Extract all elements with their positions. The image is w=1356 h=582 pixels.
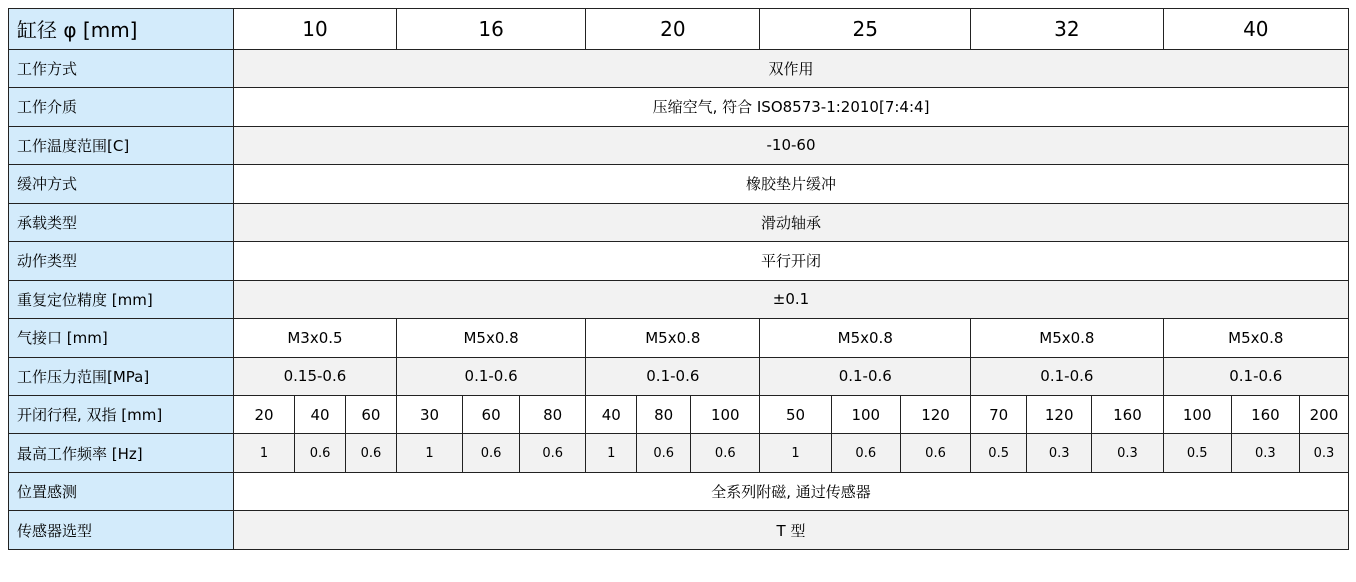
frequency-cell: 0.6	[900, 434, 970, 472]
row-label: 工作介质	[9, 88, 234, 126]
row-value: 压缩空气, 符合 ISO8573-1:2010[7:4:4]	[234, 88, 1349, 126]
row-label: 缓冲方式	[9, 165, 234, 203]
row-label: 气接口 [mm]	[9, 319, 234, 357]
frequency-cell: 0.3	[1027, 434, 1092, 472]
port-cell: M5x0.8	[971, 319, 1163, 357]
frequency-cell: 0.3	[1092, 434, 1163, 472]
stroke-cell: 100	[691, 395, 760, 433]
stroke-cell: 100	[831, 395, 900, 433]
frequency-cell: 0.6	[520, 434, 586, 472]
pressure-row	[9, 357, 1349, 395]
row-value: 全系列附磁, 通过传感器	[234, 472, 1349, 510]
stroke-cell: 100	[1163, 395, 1231, 433]
sensing-row	[9, 472, 1349, 510]
row-value: 橡胶垫片缓冲	[234, 165, 1349, 203]
frequency-cell: 0.6	[637, 434, 691, 472]
pressure-cell: 0.1-0.6	[586, 357, 760, 395]
stroke-cell: 40	[586, 395, 637, 433]
row-label: 动作类型	[9, 242, 234, 280]
row-value: 双作用	[234, 49, 1349, 87]
port-row	[9, 319, 1349, 357]
stroke-cell: 20	[234, 395, 295, 433]
frequency-cell: 0.3	[1231, 434, 1299, 472]
row-label: 承载类型	[9, 203, 234, 241]
frequency-cell: 1	[396, 434, 462, 472]
stroke-cell: 160	[1231, 395, 1299, 433]
frequency-cell: 0.5	[1163, 434, 1231, 472]
row-label: 工作温度范围[C]	[9, 126, 234, 164]
port-cell: M3x0.5	[234, 319, 397, 357]
bore-label: 缸径 φ [mm]	[9, 9, 234, 50]
sensor-model-row	[9, 511, 1349, 550]
stroke-cell: 70	[971, 395, 1027, 433]
row-label: 传感器选型	[9, 511, 234, 550]
frequency-cell: 0.6	[691, 434, 760, 472]
stroke-cell: 120	[900, 395, 970, 433]
table-row	[9, 49, 1349, 87]
stroke-cell: 80	[520, 395, 586, 433]
spec-table	[8, 8, 1349, 550]
pressure-cell: 0.1-0.6	[760, 357, 971, 395]
frequency-cell: 0.6	[831, 434, 900, 472]
bore-cell: 40	[1163, 9, 1348, 50]
row-value: ±0.1	[234, 280, 1349, 318]
frequency-cell: 0.6	[345, 434, 396, 472]
table-row	[9, 280, 1349, 318]
stroke-cell: 40	[295, 395, 346, 433]
table-row	[9, 203, 1349, 241]
port-cell: M5x0.8	[1163, 319, 1348, 357]
stroke-cell: 200	[1299, 395, 1348, 433]
table-row	[9, 88, 1349, 126]
row-value: T 型	[234, 511, 1349, 550]
frequency-cell: 1	[586, 434, 637, 472]
frequency-cell: 0.6	[295, 434, 346, 472]
bore-cell: 10	[234, 9, 397, 50]
table-row	[9, 242, 1349, 280]
stroke-row	[9, 395, 1349, 433]
bore-cell: 20	[586, 9, 760, 50]
pressure-cell: 0.1-0.6	[396, 357, 585, 395]
frequency-cell: 0.3	[1299, 434, 1348, 472]
bore-cell: 25	[760, 9, 971, 50]
bore-cell: 32	[971, 9, 1163, 50]
table-row	[9, 165, 1349, 203]
row-label: 工作压力范围[MPa]	[9, 357, 234, 395]
pressure-cell: 0.1-0.6	[1163, 357, 1348, 395]
row-label: 位置感测	[9, 472, 234, 510]
row-label: 工作方式	[9, 49, 234, 87]
frequency-cell: 0.5	[971, 434, 1027, 472]
stroke-cell: 30	[396, 395, 462, 433]
stroke-cell: 160	[1092, 395, 1163, 433]
port-cell: M5x0.8	[760, 319, 971, 357]
pressure-cell: 0.1-0.6	[971, 357, 1163, 395]
pressure-cell: 0.15-0.6	[234, 357, 397, 395]
port-cell: M5x0.8	[586, 319, 760, 357]
bore-cell: 16	[396, 9, 585, 50]
stroke-cell: 50	[760, 395, 831, 433]
stroke-cell: 60	[463, 395, 520, 433]
stroke-cell: 60	[345, 395, 396, 433]
frequency-row	[9, 434, 1349, 472]
row-label: 重复定位精度 [mm]	[9, 280, 234, 318]
row-value: 滑动轴承	[234, 203, 1349, 241]
port-cell: M5x0.8	[396, 319, 585, 357]
row-value: -10-60	[234, 126, 1349, 164]
row-value: 平行开闭	[234, 242, 1349, 280]
row-label: 开闭行程, 双指 [mm]	[9, 395, 234, 433]
stroke-cell: 80	[637, 395, 691, 433]
stroke-cell: 120	[1027, 395, 1092, 433]
frequency-cell: 1	[234, 434, 295, 472]
frequency-cell: 0.6	[463, 434, 520, 472]
row-label: 最高工作频率 [Hz]	[9, 434, 234, 472]
frequency-cell: 1	[760, 434, 831, 472]
bore-row	[9, 9, 1349, 50]
table-row	[9, 126, 1349, 164]
